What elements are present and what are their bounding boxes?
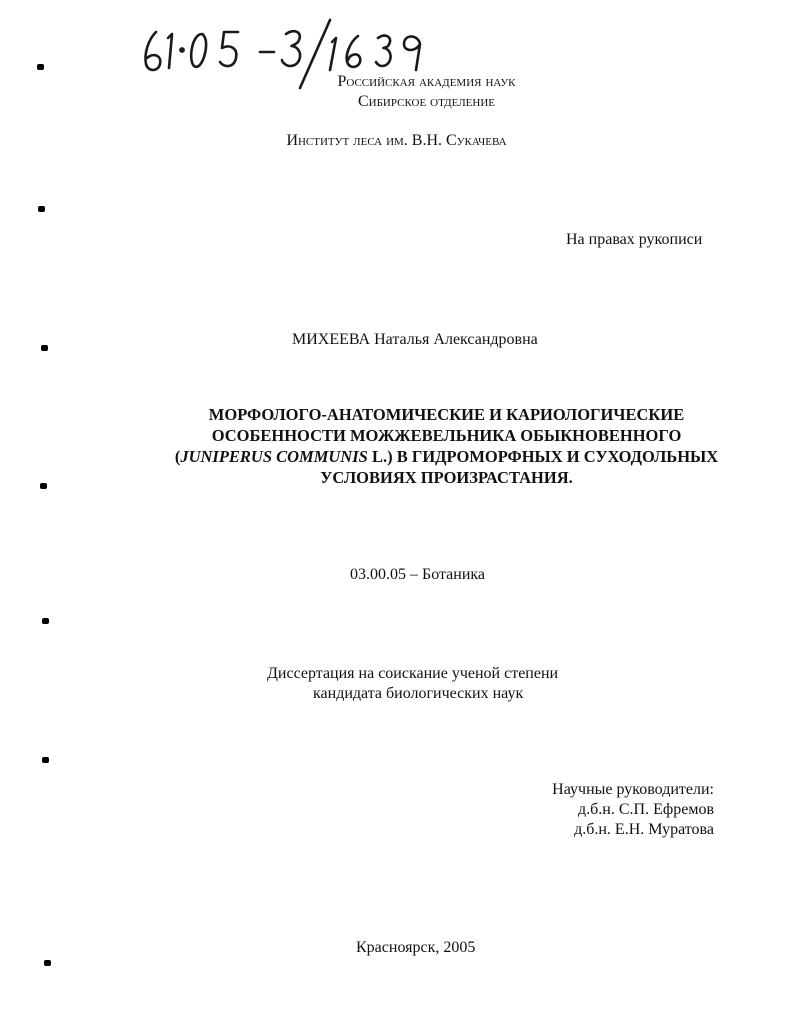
supervisor-2: д.б.н. Е.Н. Муратова [574,821,714,838]
specialty-code: 03.00.05 – Ботаника [350,566,486,583]
binder-dot [37,64,44,70]
title-line: МОРФОЛОГО-АНАТОМИЧЕСКИЕ И КАРИОЛОГИЧЕСКИЕ [208,405,685,424]
degree-line-1: Диссертация на соискание ученой степени [267,665,559,682]
title-paren: ( [174,447,181,466]
binder-dot [42,757,49,763]
supervisor-1: д.б.н. С.П. Ефремов [578,801,714,818]
binder-dot [40,483,47,489]
title-line [100,446,793,467]
author-name: МИХЕЕВА Наталья Александровна [292,331,538,348]
title-line: УСЛОВИЯХ ПРОИЗРАСТАНИЯ. [320,468,573,487]
institute-name: Институт леса им. В.Н. Сукачева [286,132,507,149]
place-and-year: Красноярск, 2005 [356,939,476,956]
binder-dot [41,345,48,351]
species-name: JUNIPERUS COMMUNIS [180,447,368,466]
manuscript-note: На правах рукописи [566,231,703,248]
binder-dot [42,618,49,624]
academy-name: Российская академия наук [337,73,516,90]
binder-dot [44,960,51,966]
supervisors-heading: Научные руководители: [552,781,714,798]
branch-name: Сибирское отделение [357,93,496,110]
title-line-rest: L.) В ГИДРОМОРФНЫХ И СУХОДОЛЬНЫХ [367,447,719,466]
dissertation-title [100,404,793,488]
degree-line-2: кандидата биологических наук [313,685,524,702]
title-line: ОСОБЕННОСТИ МОЖЖЕВЕЛЬНИКА ОБЫКНОВЕННОГО [211,426,682,445]
binder-dot [38,206,45,212]
